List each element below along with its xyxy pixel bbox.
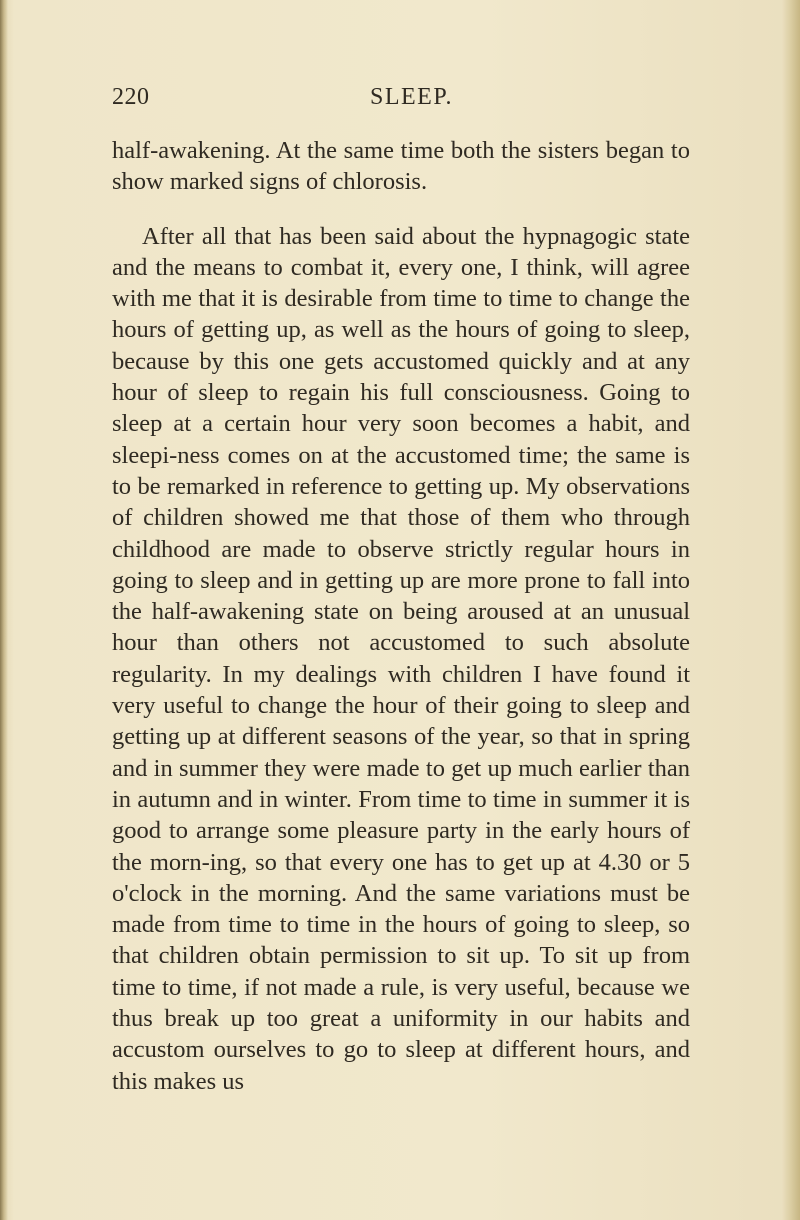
body-text — [112, 135, 690, 1097]
page-number: 220 — [112, 84, 150, 110]
page-outer-edge — [782, 0, 800, 1220]
page-binding-edge — [0, 0, 8, 1220]
paragraph-continued: half-awakening. At the same time both the sisters began to show marked signs of chlorosis. — [112, 137, 690, 196]
page-header — [112, 84, 692, 114]
paragraph: After all that has been said about the hypnagogic state and the means to combat it, every one, I think, will agree with me that it is desirable from time to time to change the hours of getting up, as well as the hours of going to sleep, because by this one gets accustomed quickly and at any hour of sleep to regain his full consciousness. Going to sleep at a certain hour very soon becomes a habit, and sleepi-ness comes on at the accustomed time; the same is to be remarked in reference to getting up. My observations of children showed me that those of them who through childhood are made to observe strictly regular hours in going to sleep and in getting up are more prone to fall into the half-awakening state on being aroused at an unusual hour than others not accustomed to such absolute regularity. In my dealings with children I have found it very useful to change the hour of their going to sleep and getting up at different seasons of the year, so that in spring and in summer they were made to get up much earlier than in autumn and in winter. From time to time in summer it is good to arrange some pleasure party in the early hours of the morn-ing, so that every one has to get up at 4.30 or 5 o'clock in the morning. And the same variations must be made from time to time in the hours of going to sleep, so that children obtain permission to sit up. To sit up from time to time, if not made a rule, is very useful, because we thus break up too great a uniformity in our habits and accustom ourselves to go to sleep at different hours, and this makes us — [112, 222, 690, 1095]
running-head: SLEEP. — [370, 84, 454, 110]
